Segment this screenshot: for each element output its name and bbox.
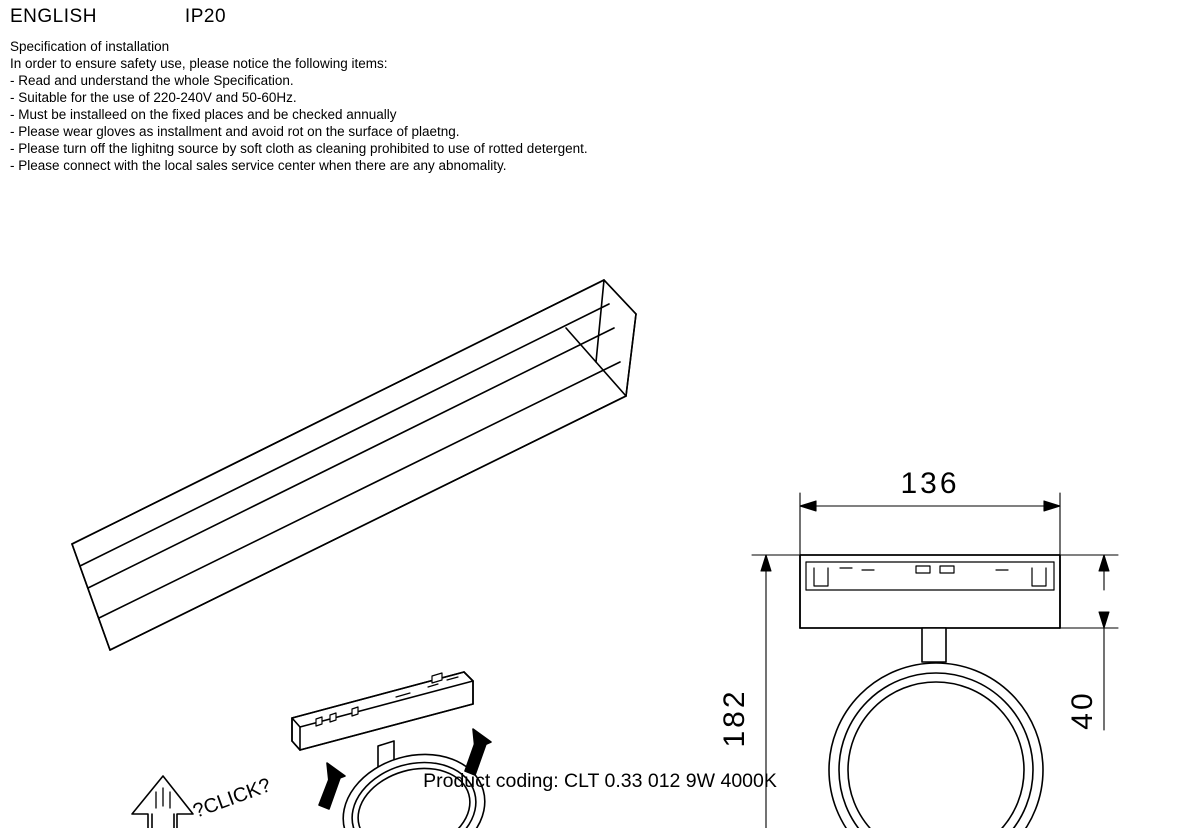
installation-perspective-view — [72, 280, 636, 828]
footer — [0, 770, 1200, 793]
header-row — [10, 6, 710, 28]
luminaire-housing-elevation — [800, 555, 1060, 628]
spec-item: - Read and understand the whole Specification. — [10, 73, 294, 88]
height-dimension-label: 182 — [718, 688, 751, 748]
lamp-head-elevation — [829, 663, 1043, 828]
spec-list — [10, 72, 710, 174]
product-coding-label: Product coding: CLT 0.33 012 9W 4000K — [423, 770, 777, 792]
ip-rating-label: IP20 — [184, 6, 227, 27]
luminaire-housing-perspective — [292, 672, 473, 750]
language-label: ENGLISH — [10, 6, 97, 27]
spec-item: - Please turn off the lighitng source by soft cloth as cleaning prohibited to use of rotted detergent. — [10, 141, 588, 156]
width-dimension-label: 136 — [900, 467, 960, 500]
width-dimension — [800, 493, 1060, 555]
spec-item: - Please connect with the local sales service center when there are any abnomality. — [10, 158, 507, 173]
header-block — [10, 6, 710, 174]
luminaire-stem-elevation — [922, 628, 946, 662]
spec-item: - Must be installeed on the fixed places and be checked annually — [10, 107, 397, 122]
insert-arrow-right — [465, 729, 491, 775]
spec-intro: In order to ensure safety use, please notice the following items: — [10, 56, 388, 71]
spec-item: - Please wear gloves as installment and avoid rot on the surface of plaetng. — [10, 124, 460, 139]
track-rail — [72, 280, 636, 650]
spec-item: - Suitable for the use of 220-240V and 50-60Hz. — [10, 90, 297, 105]
spec-title: Specification of installation — [10, 39, 170, 54]
depth-dimension-label: 40 — [1066, 690, 1099, 730]
click-label: ?CLICK? — [190, 774, 274, 823]
